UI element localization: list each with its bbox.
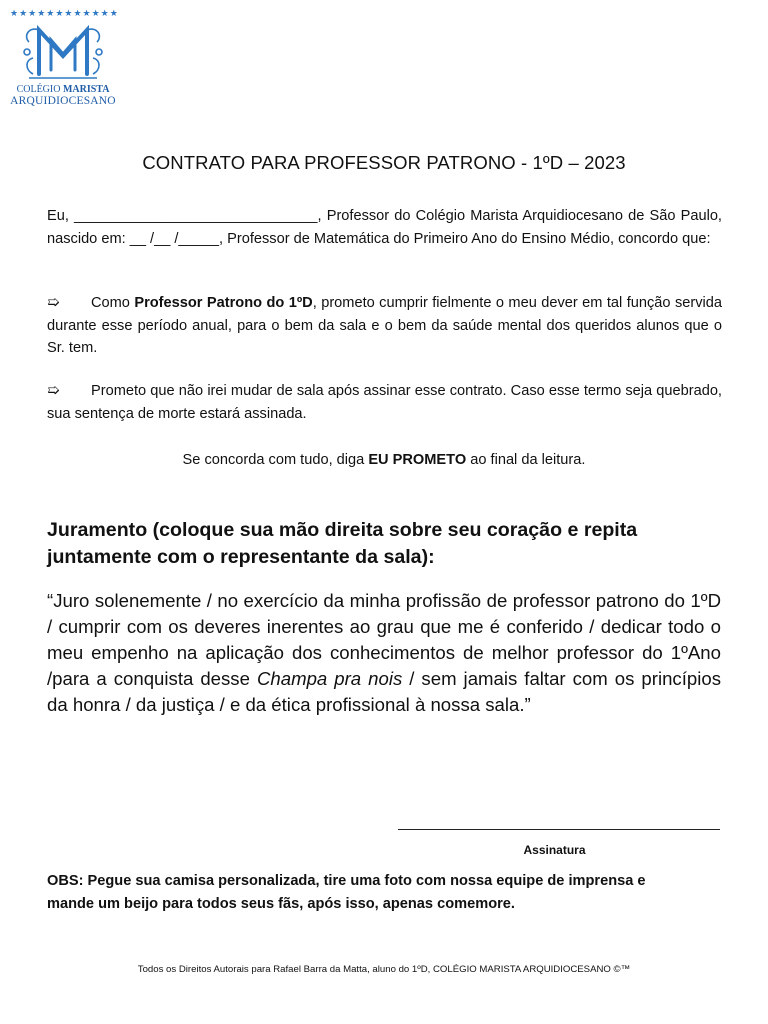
document-title: CONTRATO PARA PROFESSOR PATRONO - 1ºD – 2023: [142, 152, 626, 173]
marist-monogram-icon: [19, 22, 107, 82]
oath-heading: Juramento (coloque sua mão direita sobre seu coração e repita juntamente com o representante da sala):: [47, 519, 638, 568]
school-logo: [10, 8, 119, 107]
obs-note: OBS: Pegue sua camisa personalizada, tire uma foto com nossa equipe de imprensa e mande um beijo para todos seus fãs, após isso, apenas comemore.: [47, 873, 646, 912]
signature-label: Assinatura: [523, 843, 586, 857]
arrow-bullet-icon: ➯: [47, 294, 60, 311]
copyright-footer: Todos os Direitos Autorais para Rafael Barra da Matta, aluno do 1ºD, COLÉGIO MARISTA ARQUIDIOCESANO ©™: [137, 964, 631, 975]
oath-text: “Juro solenemente / no exercício da minha profissão de professor patrono do 1ºD / cumprir com os deveres inerentes ao grau que me é conferido / dedicar todo o meu empenho na aplicação dos conhecimentos de melhor professor do 1ºAno /para a conquista desse Champa pra nois / sem jamais faltar com os princípios da honra / da justiça / e da ética profissional à nossa sala.”: [47, 590, 721, 715]
intro-paragraph: Eu, ______________________________, Professor do Colégio Marista Arquidiocesano de São Paulo, nascido em: __ /__ /_____, Professor de Matemática do Primeiro Ano do Ensino Médio, concordo que:: [47, 208, 722, 247]
arrow-bullet-icon: ➯: [47, 382, 60, 399]
clause-patrono: ➯ Como Professor Patrono do 1ºD, prometo cumprir fielmente o meu dever em tal função servida durante esse período anual, para o bem da sala e o bem da saúde mental dos queridos alunos que o Sr. tem.: [47, 294, 722, 356]
signature-line: [398, 829, 720, 830]
logo-line-2: ARQUIDIOCESANO: [10, 95, 116, 107]
clause-no-change: ➯ Prometo que não irei mudar de sala após assinar esse contrato. Caso esse termo seja quebrado, sua sentença de morte estará assinada.: [47, 382, 722, 422]
logo-stars: ★★★★★★★★★★★★: [10, 8, 119, 18]
logo-line-1: COLÉGIO MARISTA: [16, 84, 110, 95]
agreement-line: Se concorda com tudo, diga EU PROMETO ao final da leitura.: [182, 452, 586, 468]
